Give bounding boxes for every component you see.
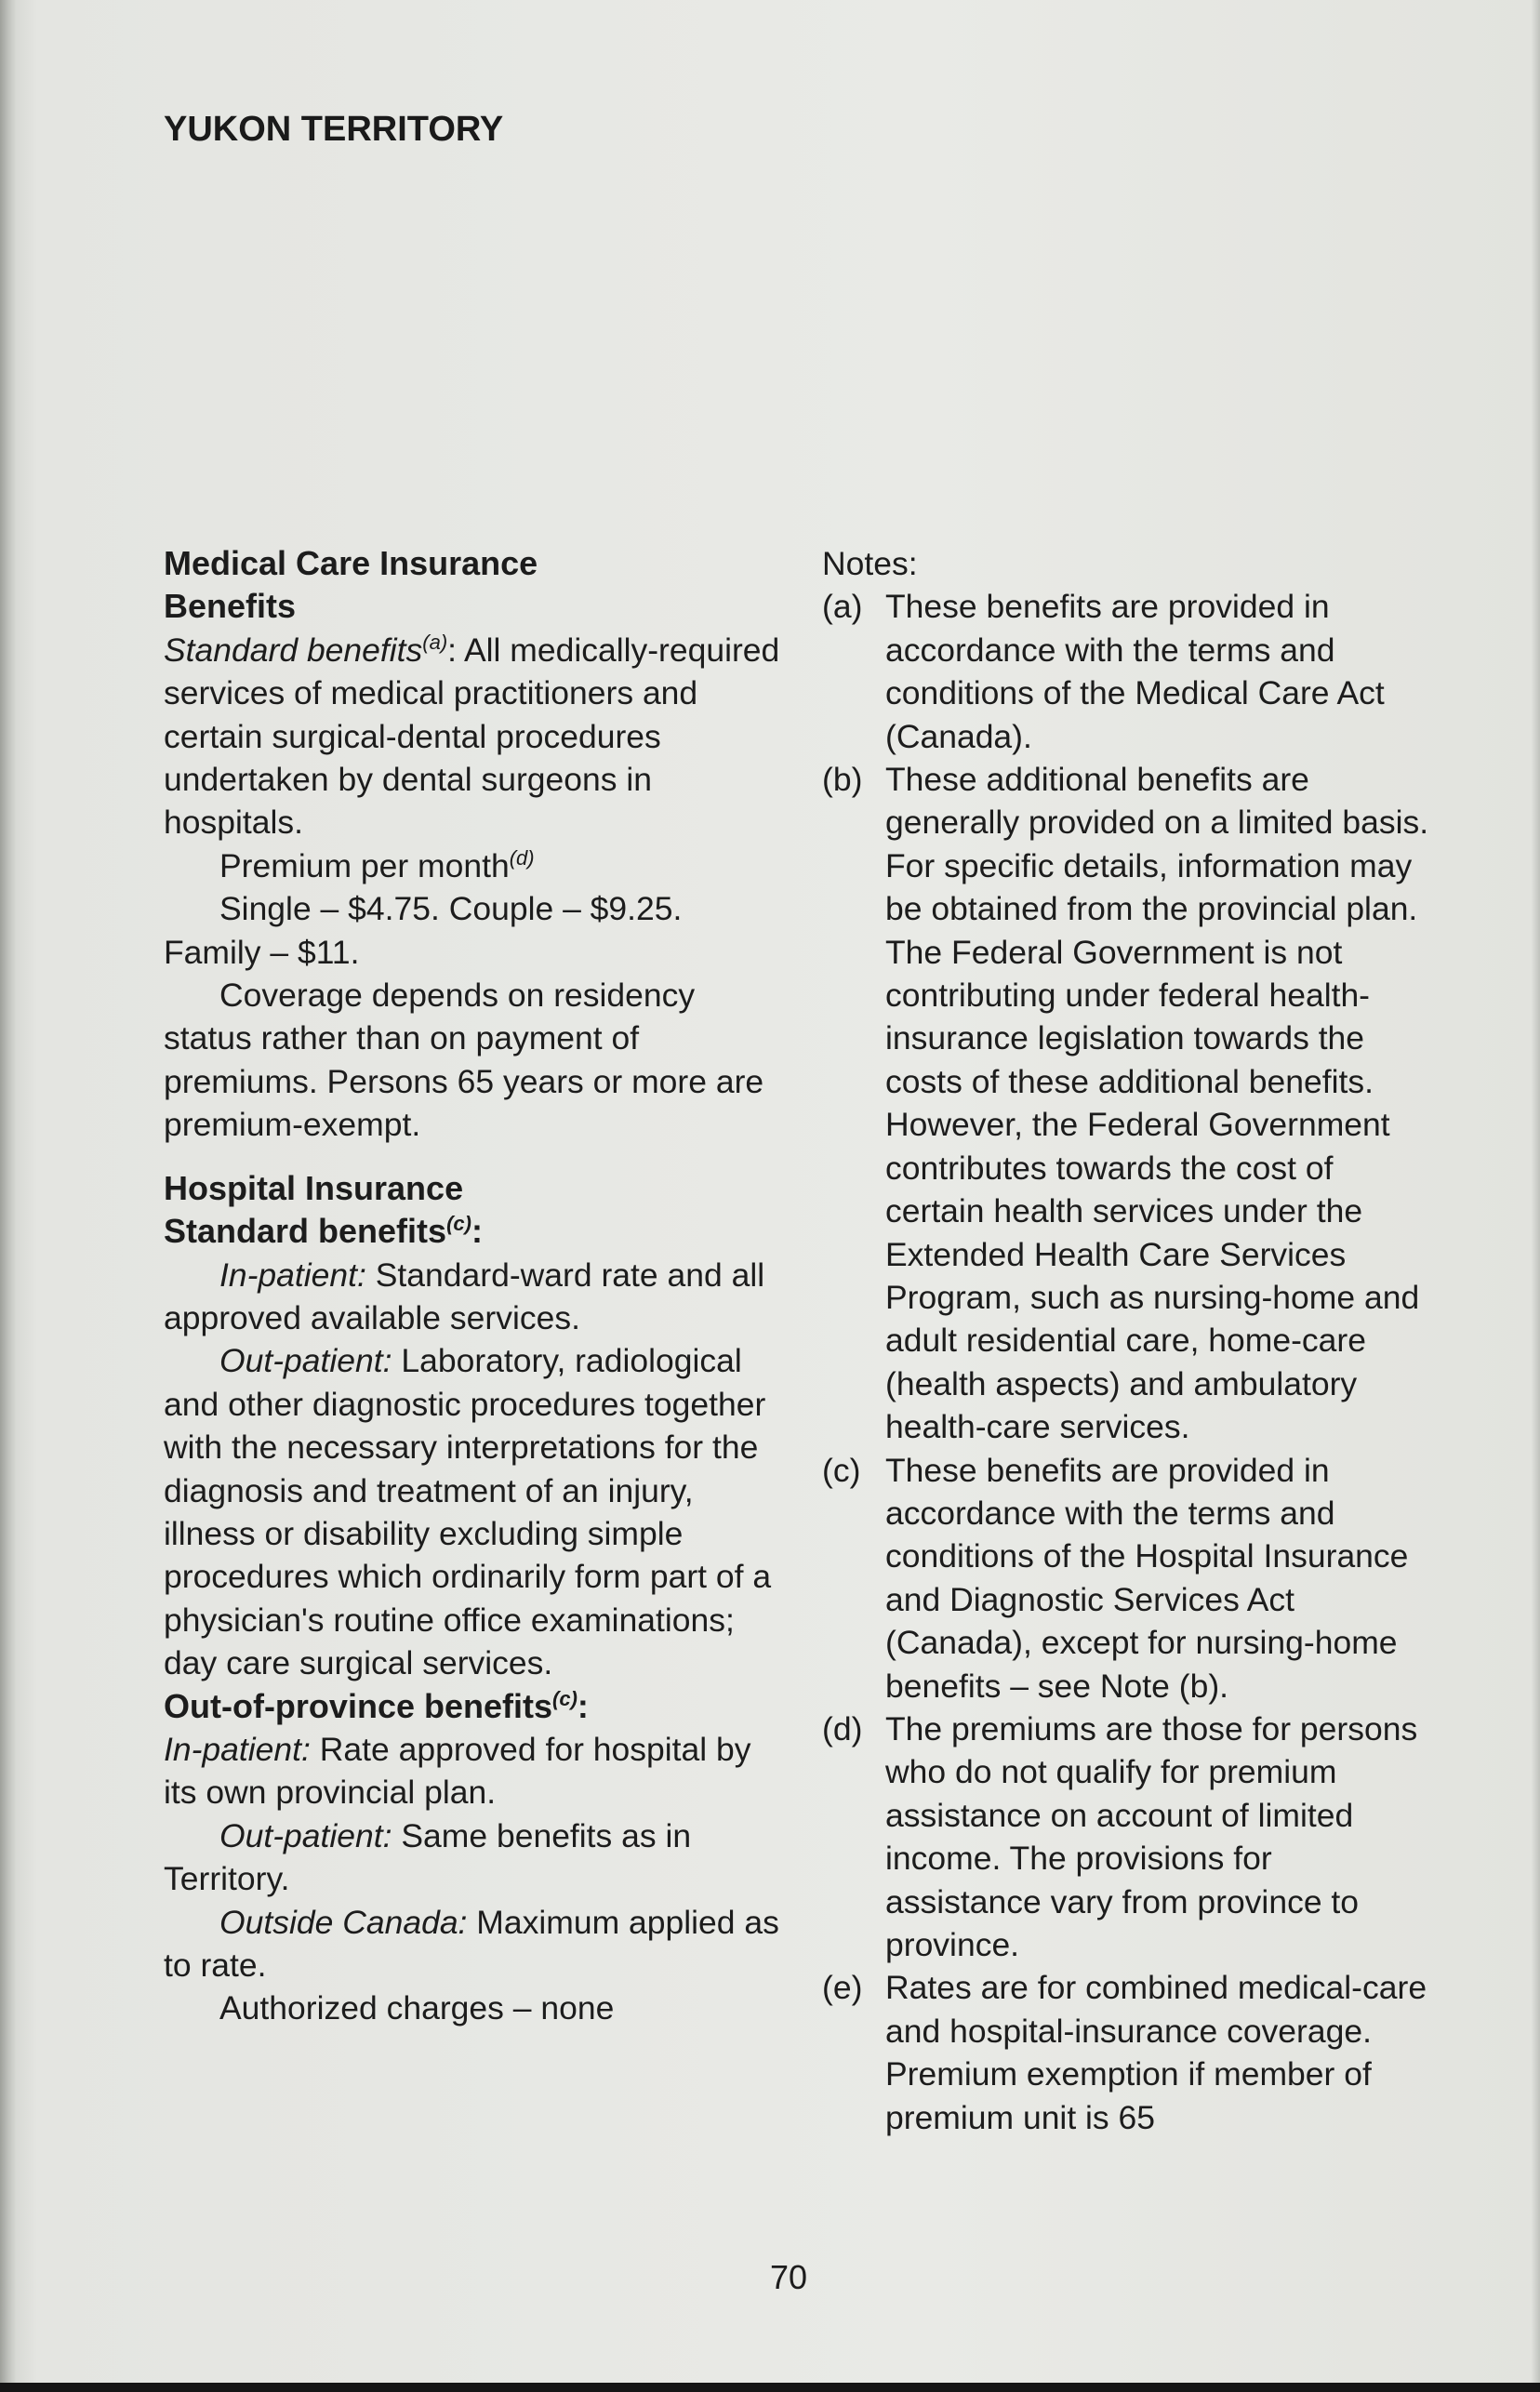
oop-outpatient-label: Out-patient: bbox=[219, 1816, 392, 1854]
note-item bbox=[822, 585, 1436, 758]
page-number: 70 bbox=[770, 2258, 808, 2296]
hospital-standard-heading bbox=[164, 1210, 787, 1253]
oop-outpatient-text bbox=[164, 1814, 787, 1901]
premium-rates: Single – $4.75. Couple – $9.25. bbox=[219, 890, 683, 928]
medical-subheading: Benefits bbox=[164, 587, 297, 626]
inpatient-label: In-patient: bbox=[219, 1256, 366, 1294]
coverage-text: Coverage depends on residency status rather than on payment of premiums. Persons 65 years or more are premium-exempt. bbox=[164, 977, 764, 1144]
scan-bottom-edge bbox=[0, 2383, 1540, 2392]
standard-benefits-label: Standard benefits bbox=[164, 631, 423, 669]
out-of-province-heading bbox=[164, 1685, 787, 1728]
note-label: (e) bbox=[822, 1969, 863, 2007]
premium-line bbox=[164, 844, 787, 887]
page-header: YUKON TERRITORY bbox=[164, 110, 504, 149]
oop-inpatient-text bbox=[164, 1728, 787, 1814]
standard-benefits-text: : All medically-required services of medical practitioners and certain surgical-dental procedures undertaken by dental surgeons in hospitals. bbox=[164, 631, 780, 842]
note-text: The premiums are those for persons who do not qualify for premium assistance on account of limited income. The provisions for assistance vary from province to province. bbox=[885, 1709, 1418, 1963]
authorized-charges: Authorized charges – none bbox=[219, 1989, 615, 2027]
outpatient-body: Laboratory, radiological and other diagnostic procedures together with the necessary interpretations for the diagnosis and treatment of an injury, illness or disability excluding simple procedures which ordinarily form part of a physician's routine office examinations; day care surgical services. bbox=[164, 1342, 772, 1682]
note-text: These benefits are provided in accordance with the terms and conditions of the Medical Care Act (Canada). bbox=[885, 588, 1385, 755]
inpatient-body: Standard-ward rate and all approved available services. bbox=[164, 1256, 765, 1336]
outpatient-text bbox=[164, 1339, 787, 1684]
medical-standard-benefits bbox=[164, 629, 787, 844]
outside-canada-body: Maximum applied as to rate. bbox=[164, 1903, 779, 1984]
note-label: (b) bbox=[822, 761, 863, 799]
premium-label: Premium per month bbox=[219, 846, 510, 884]
notes-heading: Notes: bbox=[822, 545, 918, 582]
oop-outpatient-body: Same benefits as in Territory. bbox=[164, 1816, 692, 1898]
colon-2: : bbox=[577, 1686, 589, 1725]
notes-column bbox=[822, 542, 1436, 2139]
medical-heading: Medical Care Insurance bbox=[164, 544, 538, 582]
oop-inpatient-body: Rate approved for hospital by its own provincial plan. bbox=[164, 1730, 751, 1812]
outside-canada-text bbox=[164, 1901, 787, 1987]
outpatient-label: Out-patient: bbox=[219, 1342, 392, 1380]
footnote-ref-c: (c) bbox=[446, 1212, 471, 1236]
footnote-ref-c-2: (c) bbox=[552, 1686, 578, 1710]
note-text: These additional benefits are generally provided on a limited basis. For specific details, information may be obtained from the provincial plan. The Federal Government is not contributing under federal health-insurance legislation towards the costs of these additional benefits. However, the Federal Government contributes towards the cost of certain health services under the Extended Health Care Services Program, such as nursing-home and adult residential care, home-care (health aspects) and ambulatory health-care services. bbox=[885, 761, 1429, 1446]
note-item bbox=[822, 1966, 1436, 2139]
note-text: Rates are for combined medical-care and hospital-insurance coverage. Premium exemption if member of premium unit is 65 bbox=[885, 1969, 1427, 2136]
note-text: These benefits are provided in accordance with the terms and conditions of the Hospital Insurance and Diagnostic Services Act (Canada), except for nursing-home benefits – see Note (b). bbox=[885, 1451, 1409, 1705]
note-label: (c) bbox=[822, 1451, 861, 1489]
hospital-heading: Hospital Insurance bbox=[164, 1168, 464, 1207]
outside-canada-label: Outside Canada: bbox=[219, 1903, 468, 1941]
page-right-edge bbox=[1531, 0, 1540, 2392]
note-item bbox=[822, 1449, 1436, 1708]
colon: : bbox=[471, 1212, 483, 1251]
note-item bbox=[822, 758, 1436, 1449]
footnote-ref-d: (d) bbox=[509, 846, 535, 870]
out-of-province-label: Out-of-province benefits bbox=[164, 1686, 553, 1725]
note-label: (a) bbox=[822, 588, 863, 626]
premium-family: Family – $11. bbox=[164, 933, 360, 971]
oop-inpatient-label: In-patient: bbox=[164, 1730, 311, 1768]
inpatient-text bbox=[164, 1254, 787, 1340]
note-item bbox=[822, 1708, 1436, 1966]
left-column bbox=[164, 542, 787, 2030]
footnote-ref-a: (a) bbox=[422, 630, 448, 654]
hospital-standard-label: Standard benefits bbox=[164, 1212, 447, 1251]
note-label: (d) bbox=[822, 1709, 863, 1747]
page-binding-edge bbox=[0, 0, 17, 2392]
